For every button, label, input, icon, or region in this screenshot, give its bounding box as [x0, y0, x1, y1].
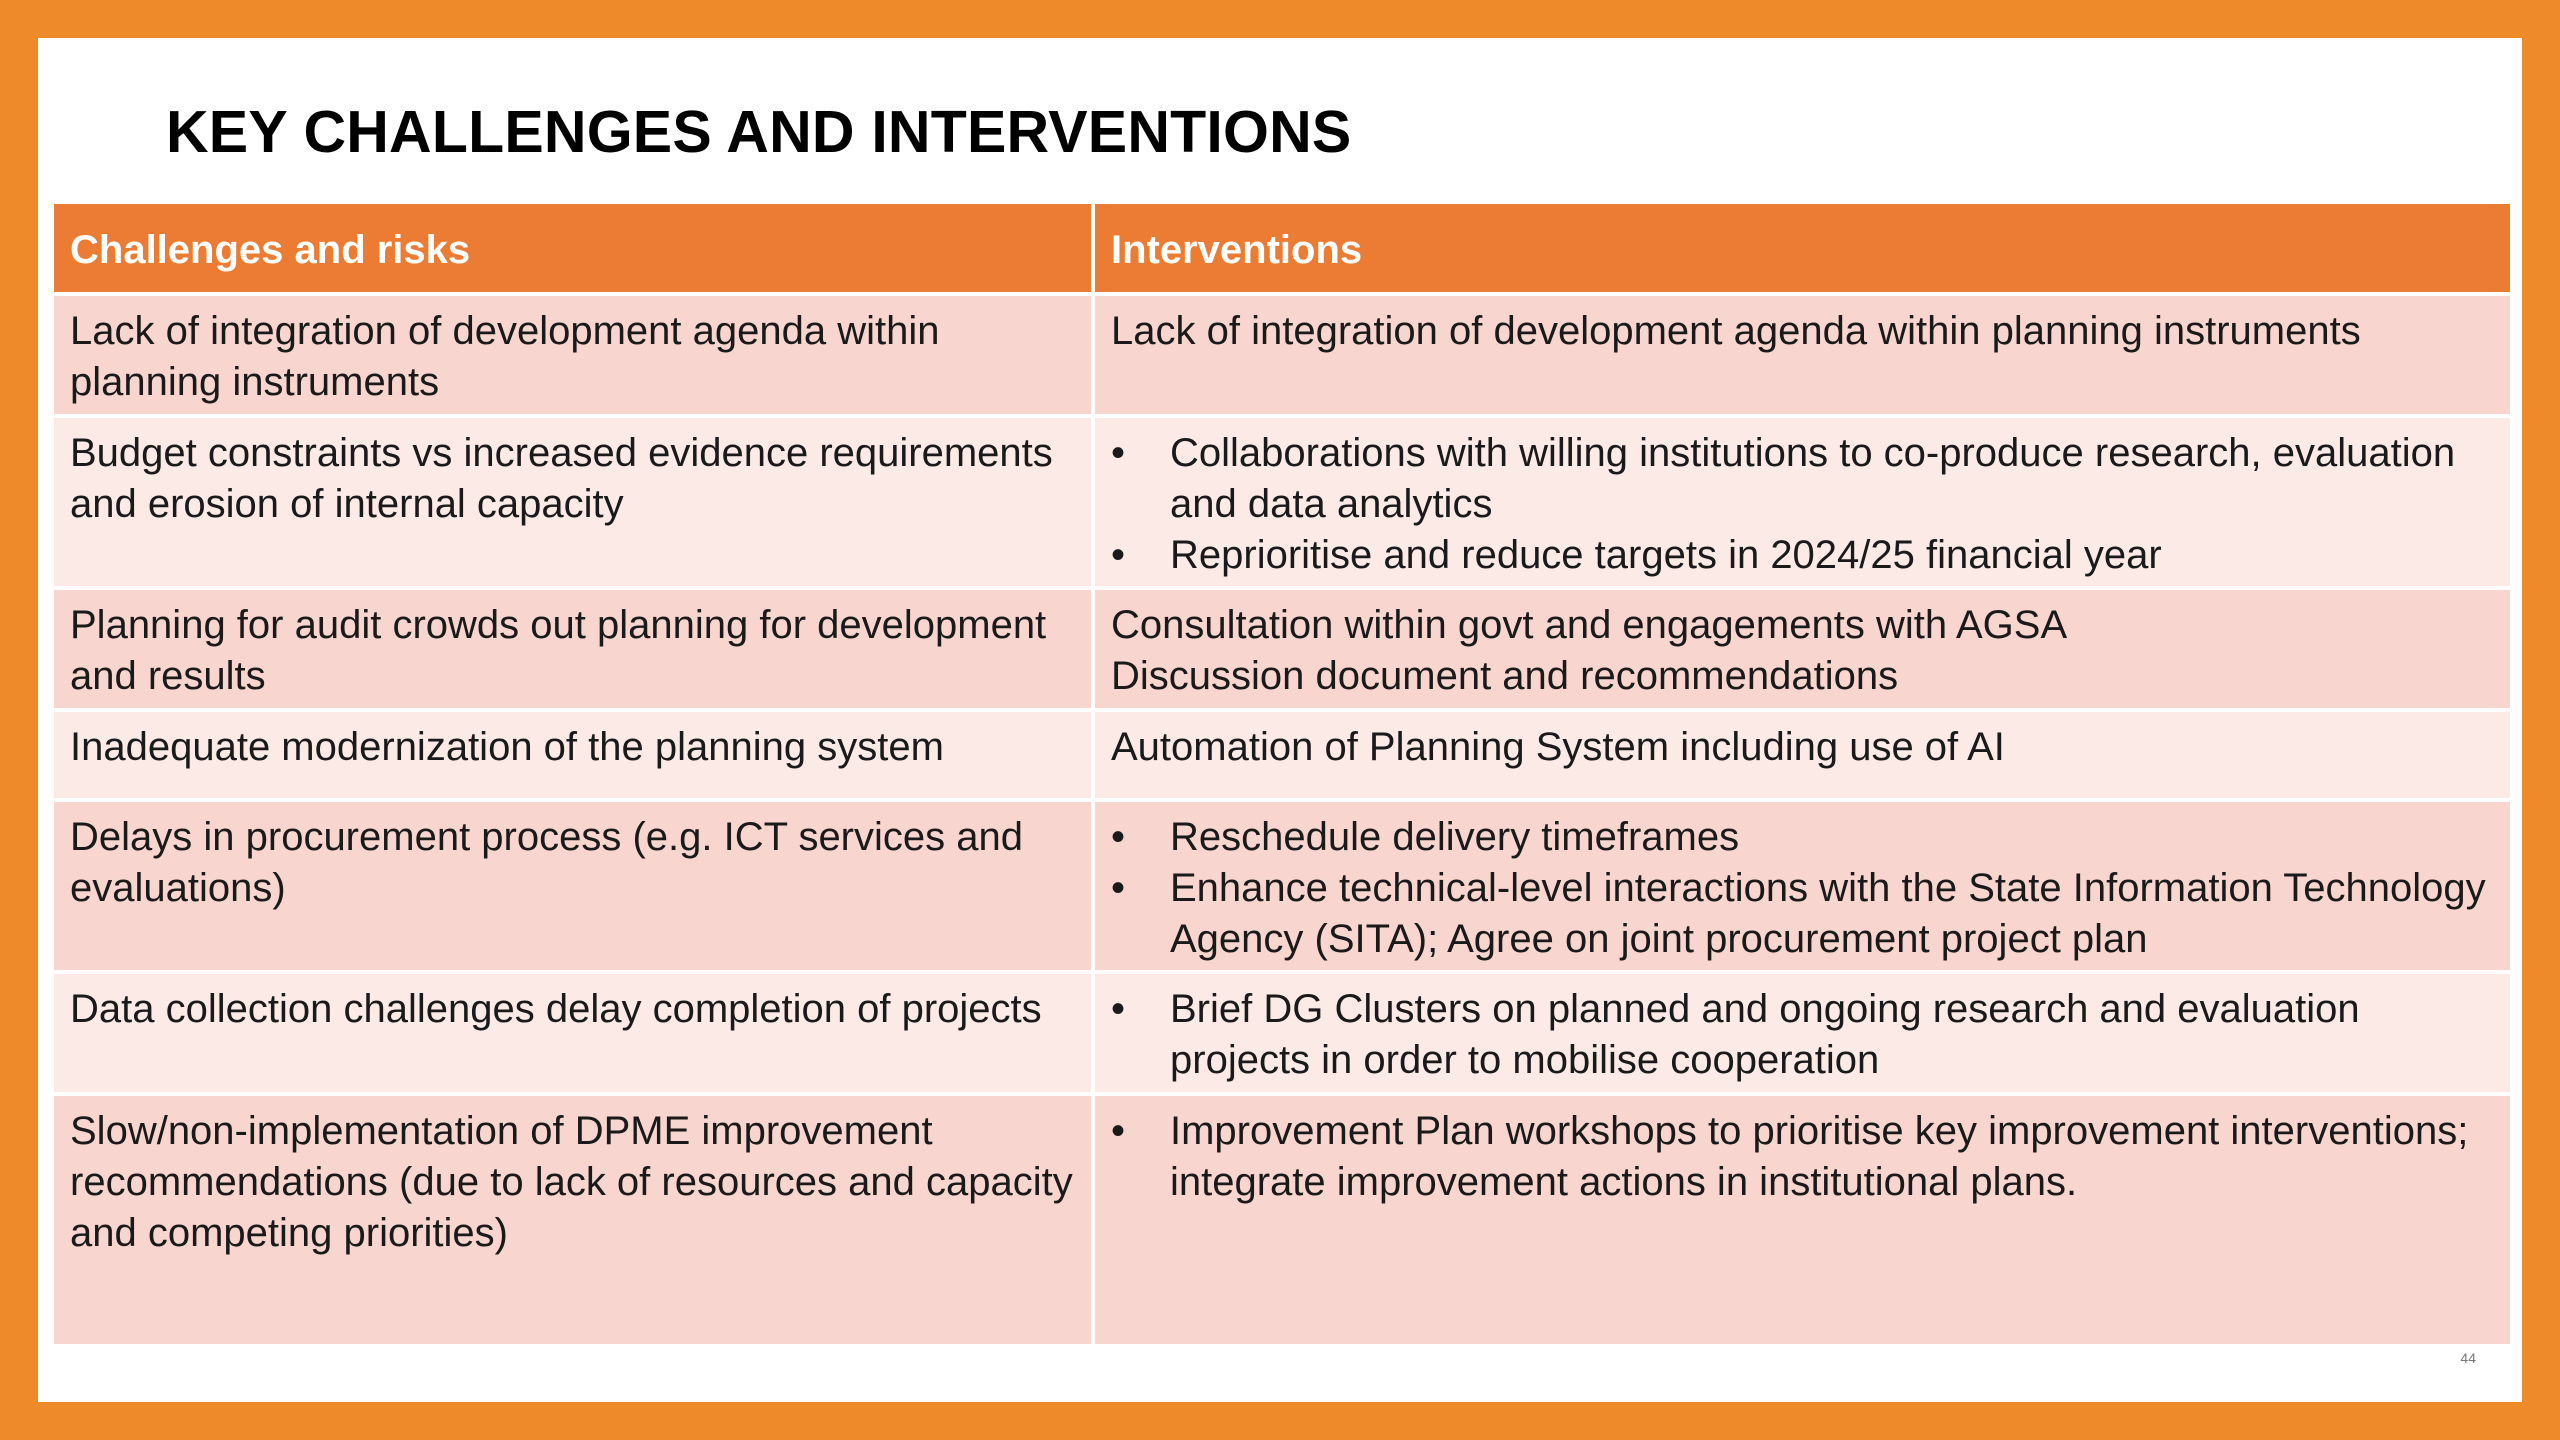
slide-title: KEY CHALLENGES AND INTERVENTIONS: [166, 99, 1352, 165]
intervention-cell: [1093, 588, 2512, 710]
intervention-cell: [1093, 800, 2512, 972]
intervention-text: Consultation within govt and engagements with AGSA: [1111, 603, 2068, 647]
intervention-bullet: • Improvement Plan workshops to prioritise key improvement interventions; integrate improvement actions in institutional plans.: [1111, 1106, 2494, 1208]
challenge-cell: Planning for audit crowds out planning for development and results: [52, 588, 1093, 710]
intervention-cell: [1093, 416, 2512, 588]
intervention-cell: [1093, 294, 2512, 416]
intervention-bullet: • Brief DG Clusters on planned and ongoing research and evaluation projects in order to mobilise cooperation: [1111, 984, 2494, 1086]
table-row: [52, 710, 2512, 800]
header-challenges: Challenges and risks: [52, 202, 1093, 294]
intervention-bullet: • Reprioritise and reduce targets in 2024/25 financial year: [1111, 530, 2494, 581]
table-row: [52, 800, 2512, 972]
intervention-bullet-list: [1111, 1106, 2494, 1208]
intervention-cell: [1093, 1094, 2512, 1346]
intervention-text: Automation of Planning System including use of AI: [1111, 725, 2005, 769]
intervention-cell: [1093, 710, 2512, 800]
table-row: [52, 588, 2512, 710]
header-interventions: Interventions: [1093, 202, 2512, 294]
challenge-cell: Slow/non-implementation of DPME improvement recommendations (due to lack of resources and capacity and competing priorities): [52, 1094, 1093, 1346]
intervention-bullet-list: [1111, 984, 2494, 1086]
intervention-text: Lack of integration of development agenda within planning instruments: [1111, 309, 2361, 353]
intervention-text: Discussion document and recommendations: [1111, 654, 1899, 698]
page-number: 44: [2460, 1350, 2476, 1366]
intervention-bullet: • Collaborations with willing institutions to co-produce research, evaluation and data analytics: [1111, 428, 2494, 530]
intervention-bullet-list: [1111, 428, 2494, 581]
table-row: [52, 1094, 2512, 1346]
slide: [38, 38, 2522, 1402]
table-header-row: [52, 202, 2512, 294]
challenge-cell: Data collection challenges delay completion of projects: [52, 972, 1093, 1094]
intervention-cell: [1093, 972, 2512, 1094]
challenge-cell: Delays in procurement process (e.g. ICT services and evaluations): [52, 800, 1093, 972]
challenge-cell: Lack of integration of development agenda within planning instruments: [52, 294, 1093, 416]
intervention-bullet: • Enhance technical-level interactions with the State Information Technology Agency (SITA); Agree on joint procurement project plan: [1111, 863, 2494, 965]
challenge-cell: Budget constraints vs increased evidence requirements and erosion of internal capacity: [52, 416, 1093, 588]
intervention-bullet: • Reschedule delivery timeframes: [1111, 812, 2494, 863]
challenges-table: [50, 200, 2514, 1348]
table-row: [52, 972, 2512, 1094]
challenge-cell: Inadequate modernization of the planning system: [52, 710, 1093, 800]
table-row: [52, 294, 2512, 416]
intervention-bullet-list: [1111, 812, 2494, 965]
table-row: [52, 416, 2512, 588]
